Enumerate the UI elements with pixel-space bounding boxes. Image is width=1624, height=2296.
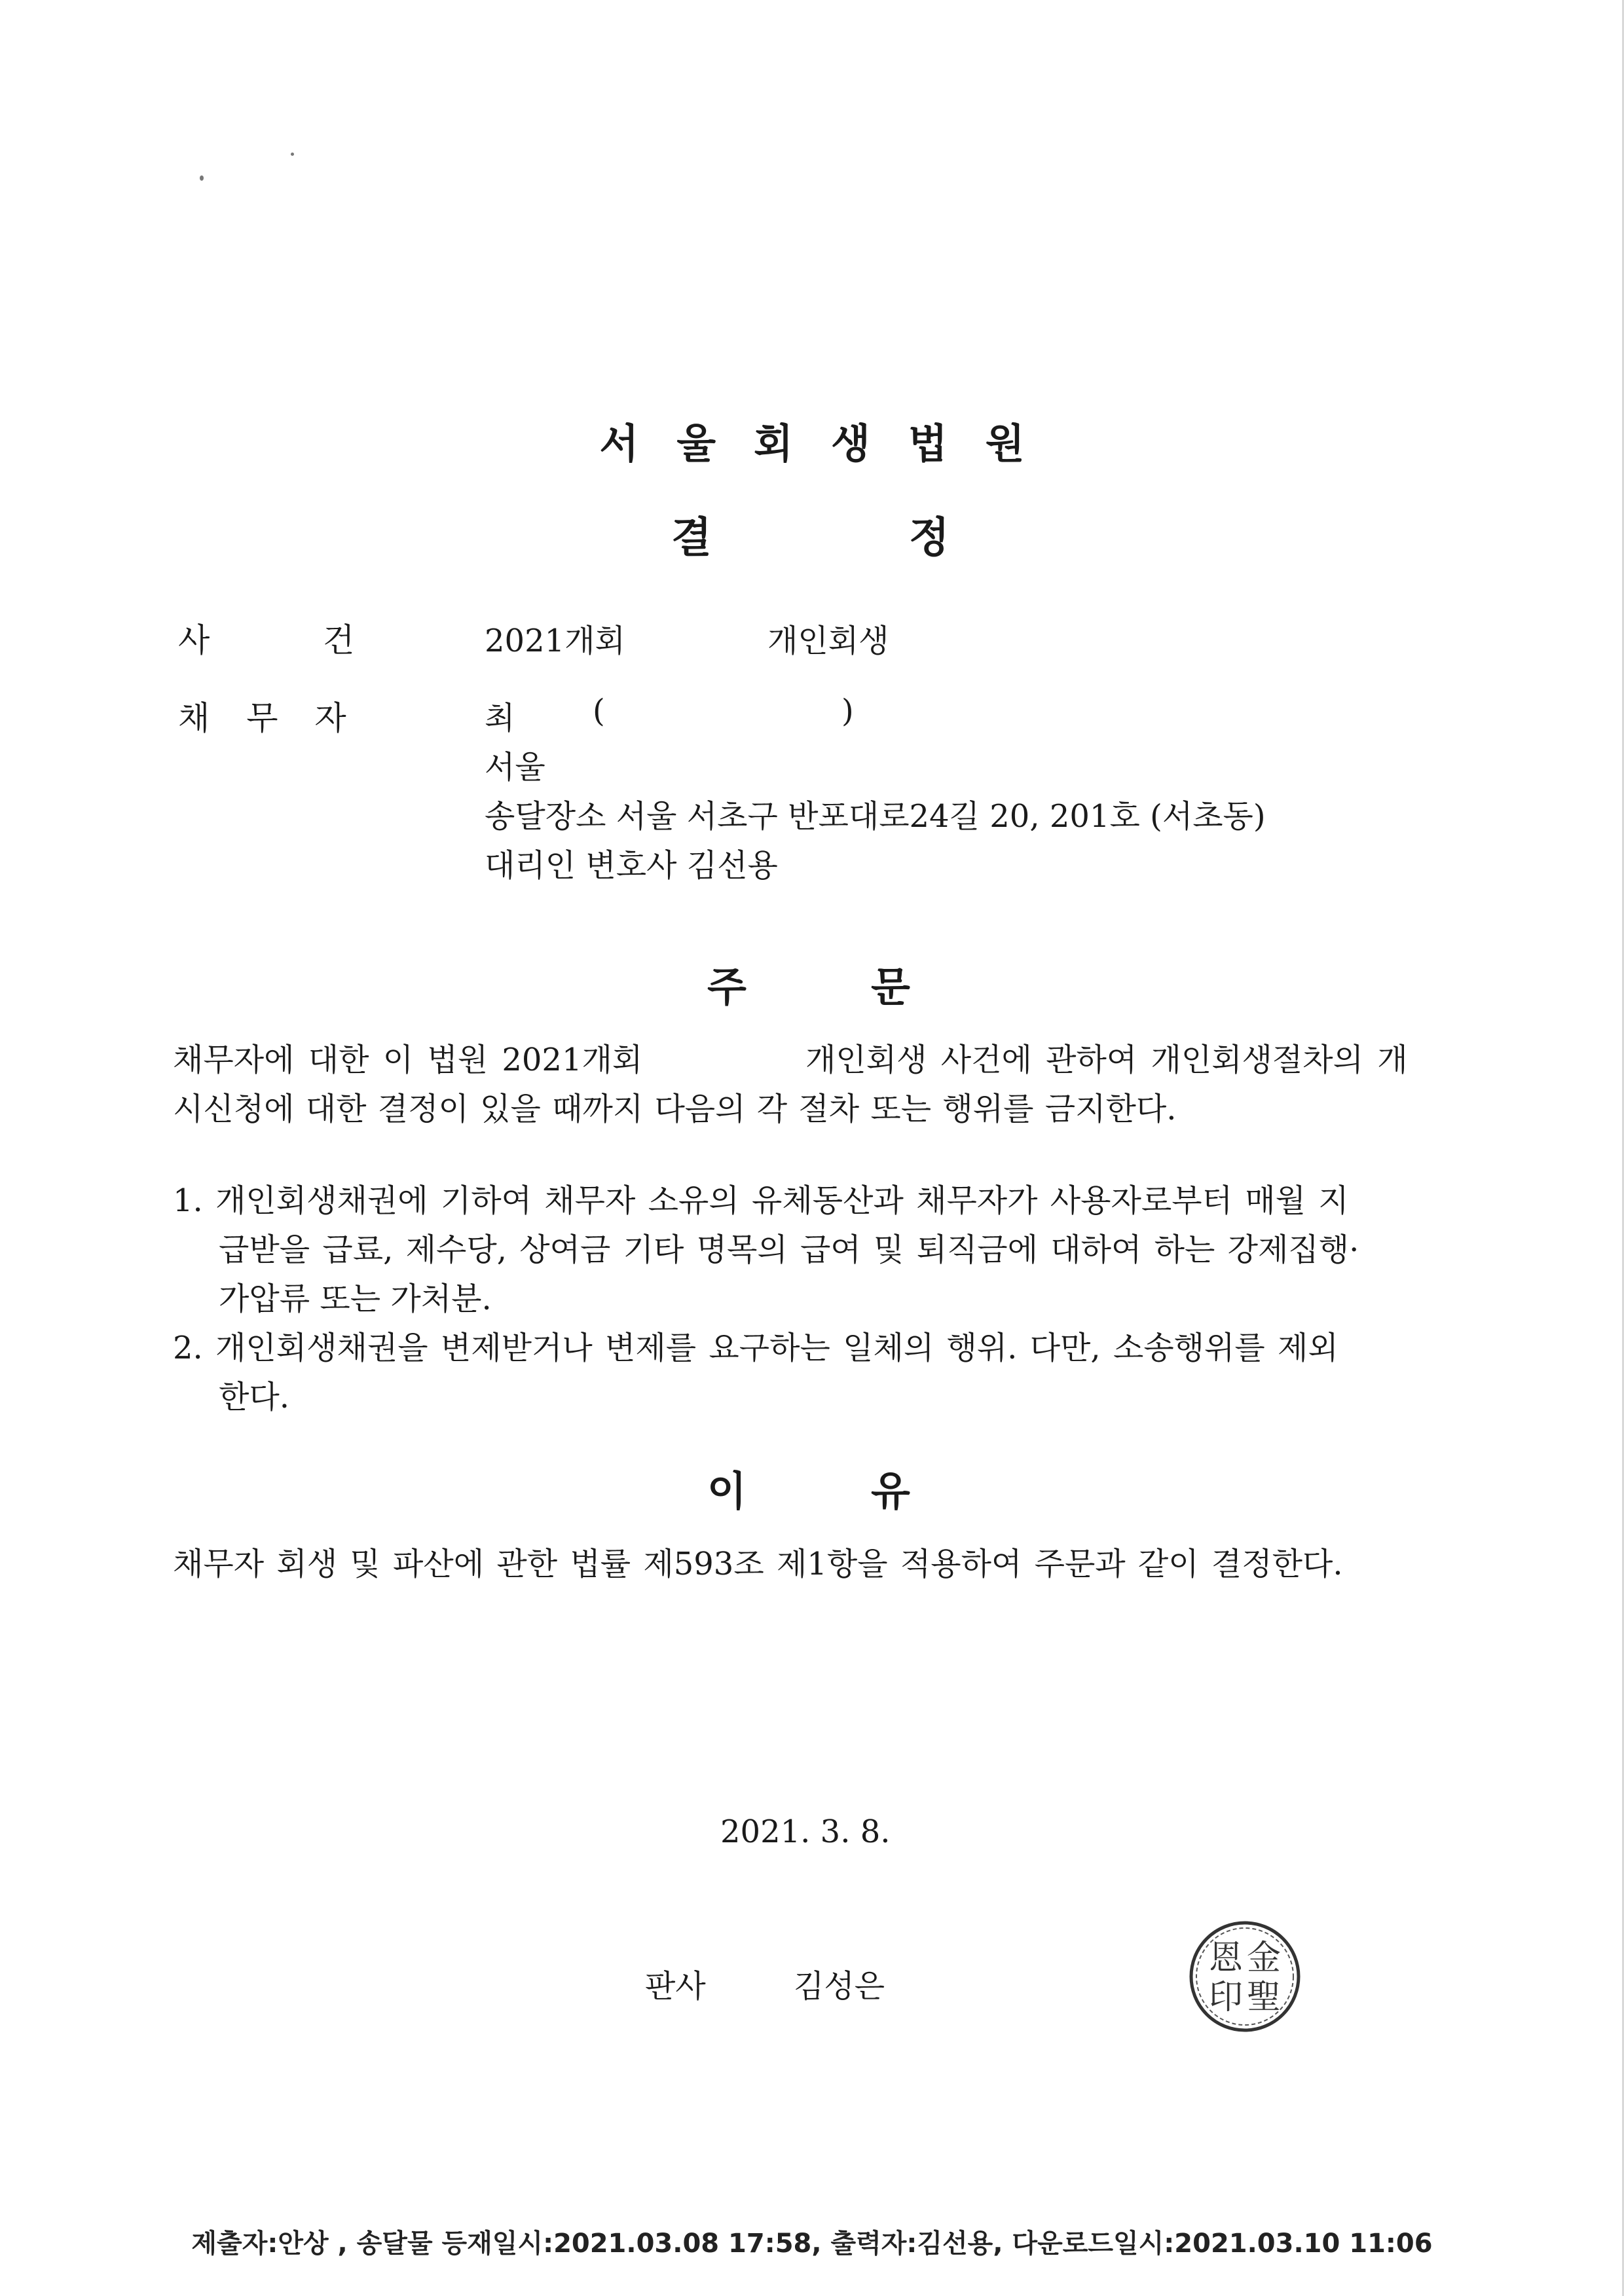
judge-seal xyxy=(1187,1918,1303,2035)
debtor-id-open: ( xyxy=(593,693,605,729)
debtor-id-close: ) xyxy=(841,693,854,729)
order-intro-line1-b: 개인회생 사건에 관하여 개인회생절차의 개 xyxy=(805,1042,1408,1078)
order-heading-first: 주 xyxy=(707,963,747,1011)
scan-speck xyxy=(291,153,294,156)
case-type: 개인회생 xyxy=(767,623,889,659)
debtor-address: 서울 xyxy=(485,749,545,786)
footer-metadata: 제출자:안상 , 송달물 등재일시:2021.03.08 17:58, 출력자:김선용, 다운로드일시:2021.03.10 11:06 xyxy=(191,2229,1433,2259)
document-title-second: 정 xyxy=(909,513,950,562)
seal-char-3: 恩 xyxy=(1208,1939,1244,1978)
order-item2-line2: 한다. xyxy=(219,1379,289,1415)
seal-char-4: 印 xyxy=(1208,1978,1244,2017)
order-heading-second: 문 xyxy=(871,963,910,1011)
judge-title: 판사 xyxy=(645,1968,706,2005)
reason-heading-first: 이 xyxy=(707,1467,747,1515)
seal-char-1: 金 xyxy=(1246,1939,1282,1978)
debtor-name: 최 xyxy=(485,700,515,737)
order-item1-line3: 가압류 또는 가처분. xyxy=(219,1281,492,1317)
reason-text: 채무자 회생 및 파산에 관한 법률 제593조 제1항을 적용하여 주문과 같이 결정한다. xyxy=(173,1546,1343,1582)
court-name: 서울회생법원 xyxy=(599,420,1063,467)
case-number: 2021개회 xyxy=(485,623,625,659)
order-intro-line2: 시신청에 대한 결정이 있을 때까지 다음의 각 절차 또는 행위를 금지한다. xyxy=(173,1091,1177,1127)
debtor-delivery-address: 송달장소 서울 서초구 반포대로24길 20, 201호 (서초동) xyxy=(485,798,1266,835)
case-label-sa: 사 xyxy=(178,621,210,659)
order-item1-line1: 1. 개인회생채권에 기하여 채무자 소유의 유체동산과 채무자가 사용자로부터 매월 지 xyxy=(173,1182,1349,1219)
debtor-agent: 대리인 변호사 김선용 xyxy=(485,847,778,884)
debtor-label: 채 무 자 xyxy=(178,699,346,737)
decision-date: 2021. 3. 8. xyxy=(720,1813,891,1850)
order-item2-line1: 2. 개인회생채권을 변제받거나 변제를 요구하는 일체의 행위. 다만, 소송행위를 제외 xyxy=(173,1330,1338,1366)
reason-heading-second: 유 xyxy=(871,1467,910,1515)
judge-name: 김성은 xyxy=(794,1968,885,2005)
case-label-geon: 건 xyxy=(323,621,355,659)
order-item1-line2: 급받을 급료, 제수당, 상여금 기타 명목의 급여 및 퇴직금에 대하여 하는 강제집행· xyxy=(219,1231,1359,1268)
seal-char-2: 聖 xyxy=(1246,1978,1282,2017)
document-title-first: 결 xyxy=(671,513,712,562)
scan-speck xyxy=(200,175,204,181)
order-intro-line1-a: 채무자에 대한 이 법원 2021개회 xyxy=(173,1042,643,1078)
redaction-mark xyxy=(576,745,1002,781)
